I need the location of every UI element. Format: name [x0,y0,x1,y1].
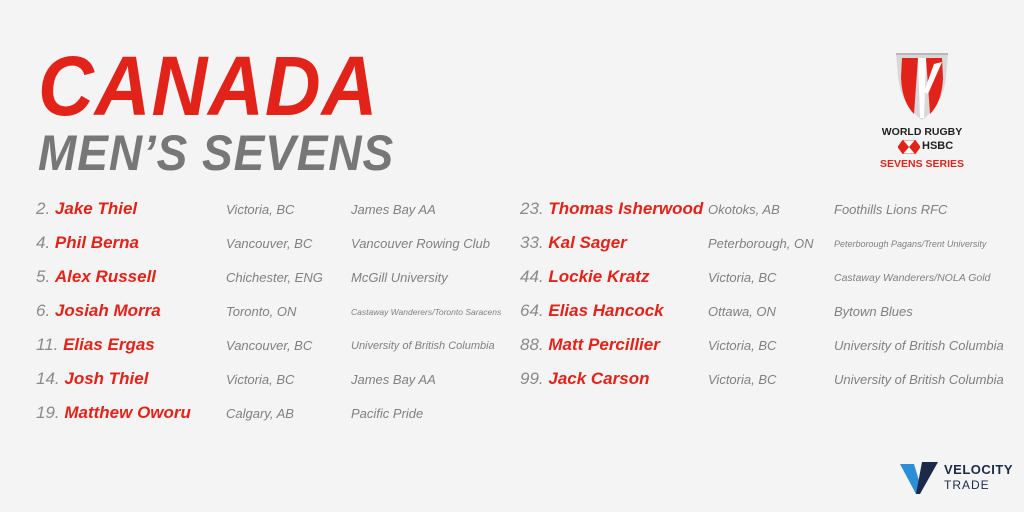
player-club: James Bay AA [351,372,436,387]
player-hometown: Chichester, ENG [226,270,323,285]
player-name: Jake Thiel [54,199,138,218]
player-row [520,199,948,223]
player-row [36,301,502,325]
player-number: 4. [36,233,55,252]
player-club: McGill University [351,270,448,285]
player-row [520,301,913,325]
player-name: Matt Percillier [548,335,660,354]
player-number: 14. [36,369,65,388]
player-club: Pacific Pride [351,406,424,421]
player-row [36,369,436,393]
player-hometown: Ottawa, ON [708,304,776,319]
player-number: 5. [36,267,55,286]
velocity-v-icon [900,460,940,496]
player-row [36,403,424,427]
sevens-series-label: SEVENS SERIES [879,158,965,170]
player-hometown: Okotoks, AB [708,202,780,217]
sponsor-subname: TRADE [944,478,990,492]
player-row [36,335,495,359]
player-club: University of British Columbia [351,340,495,352]
world-rugby-sevens-logo [872,46,972,176]
player-number: 33. [520,233,549,252]
player-name: Josh Thiel [64,369,149,388]
player-club: Foothills Lions RFC [834,202,948,217]
player-row [520,267,991,291]
player-name: Matthew Oworu [64,403,191,422]
hsbc-hexagon-icon [898,140,920,154]
player-club: James Bay AA [351,202,436,217]
player-number: 19. [36,403,65,422]
player-number: 2. [36,199,55,218]
player-number: 99. [520,369,549,388]
player-name: Thomas Isherwood [548,199,704,218]
sponsor-name: VELOCITY [944,462,1014,477]
player-club: University of British Columbia [834,338,1004,353]
player-name: Jack Carson [548,369,650,388]
player-name: Josiah Morra [54,301,161,320]
player-row [36,233,490,257]
player-name: Elias Hancock [548,301,664,320]
player-row [520,233,987,257]
sevens-shield-icon [872,46,972,126]
player-club: University of British Columbia [834,372,1004,387]
player-club: Castaway Wanderers/NOLA Gold [834,272,991,284]
page-subtitle: MEN’S SEVENS [38,125,395,181]
player-number: 64. [520,301,549,320]
player-hometown: Vancouver, BC [226,236,313,251]
player-number: 88. [520,335,549,354]
player-number: 23. [520,199,549,218]
player-row [36,199,436,223]
player-club: Vancouver Rowing Club [351,236,490,251]
player-name: Kal Sager [548,233,627,252]
player-row [520,369,1004,393]
player-name: Lockie Kratz [548,267,650,286]
velocity-trade-logo [900,458,1014,498]
page-title: CANADA [38,39,379,133]
player-hometown: Peterborough, ON [708,236,814,251]
player-name: Phil Berna [54,233,139,252]
player-name: Elias Ergas [63,335,155,354]
player-hometown: Victoria, BC [226,372,295,387]
player-hometown: Calgary, AB [226,406,294,421]
world-rugby-label: WORLD RUGBY [881,126,963,138]
player-number: 11. [36,335,64,354]
player-club: Bytown Blues [834,304,913,319]
player-hometown: Victoria, BC [226,202,295,217]
player-hometown: Victoria, BC [708,270,777,285]
player-club: Castaway Wanderers/Toronto Saracens [351,307,502,317]
player-name: Alex Russell [54,267,157,286]
hsbc-label: HSBC [922,140,954,152]
player-hometown: Toronto, ON [226,304,297,319]
player-club: Peterborough Pagans/Trent University [834,239,987,249]
player-row [36,267,448,291]
player-hometown: Vancouver, BC [226,338,313,353]
player-hometown: Victoria, BC [708,338,777,353]
player-number: 44. [520,267,549,286]
player-number: 6. [36,301,55,320]
player-row [520,335,1004,359]
player-hometown: Victoria, BC [708,372,777,387]
